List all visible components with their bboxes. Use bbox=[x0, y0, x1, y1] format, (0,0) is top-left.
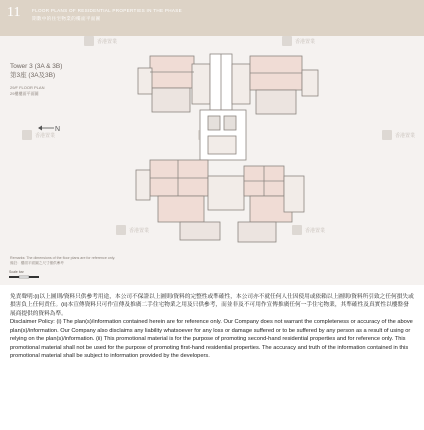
plan-remarks-zh: 備註：樓面平面圖之尺寸僅供參考 bbox=[10, 261, 64, 265]
plan-remarks-en: Remarks: The dimensions of the floor plans are for reference only. bbox=[10, 256, 116, 260]
svg-text:香港置業: 香港置業 bbox=[305, 228, 326, 234]
tower-title bbox=[10, 62, 62, 80]
disclaimer-zh: 免責聲明:(i)以上圖則/資料只供參考用途，本公司不保證以上圖則/資料的完整性或準確性，本公司亦不就任何人仕因使用或依賴以上圖則/資料所引致之任何損失或損害負上任何責任。(ii)本宣傳資料只可作宣傳及推廣二手住宅物業之用及只供參考，而並非及不可用作宣傳推廣任何一手住宅物業，其準確性及真實性以樓盤發展商提供的資料為準。 bbox=[10, 294, 414, 317]
floor-label-zh: 29樓樓面平面圖 bbox=[10, 91, 39, 96]
floor-label bbox=[10, 85, 44, 97]
tower-title-en: Tower 3 (3A & 3B) bbox=[10, 63, 63, 70]
section-title-en: FLOOR PLANS OF RESIDENTIAL PROPERTIES IN THE PHASE bbox=[32, 8, 182, 13]
scale-bar bbox=[9, 276, 39, 278]
page-number: 11 bbox=[7, 5, 21, 20]
section-title-zh: 期數中的住宅物業的樓面平面圖 bbox=[32, 16, 101, 21]
central-core bbox=[200, 110, 246, 160]
svg-text:香港置業: 香港置業 bbox=[97, 39, 118, 45]
svg-text:香港置業: 香港置業 bbox=[295, 39, 316, 45]
lower-tower-block bbox=[136, 160, 304, 242]
disclaimer bbox=[10, 293, 414, 361]
scale-bar-label: Scale bar bbox=[9, 270, 24, 274]
svg-text:香港置業: 香港置業 bbox=[35, 133, 56, 139]
upper-tower-block bbox=[138, 54, 318, 114]
tower-title-zh: 第3座 (3A及3B) bbox=[10, 72, 56, 79]
svg-text:香港置業: 香港置業 bbox=[129, 228, 150, 234]
floor-label-en: 29/F FLOOR PLAN bbox=[10, 85, 45, 90]
north-arrow-icon bbox=[38, 126, 60, 134]
svg-text:香港置業: 香港置業 bbox=[395, 133, 416, 139]
svg-text:N: N bbox=[55, 126, 61, 133]
disclaimer-en: Disclaimer Policy: (i) The plan(s)/information contained herein are for reference only. Our Company does not warrant the completeness or accuracy of the above plan(s)/information. Our Company also disclaims any liability whatsoever for any loss or damage suffered or to be suffered by any person as a result of using or relying on the plan(s)/information. (ii) This promotional material is for the purpose of promoting second-hand residential properties and for reference only. This promotional material shall not be used for the purpose of promoting first-hand residential properties. The accuracy and truth of the information contained in this promotional material shall be subject to information provided by the developers. bbox=[10, 319, 413, 360]
plan-remarks bbox=[10, 256, 180, 266]
